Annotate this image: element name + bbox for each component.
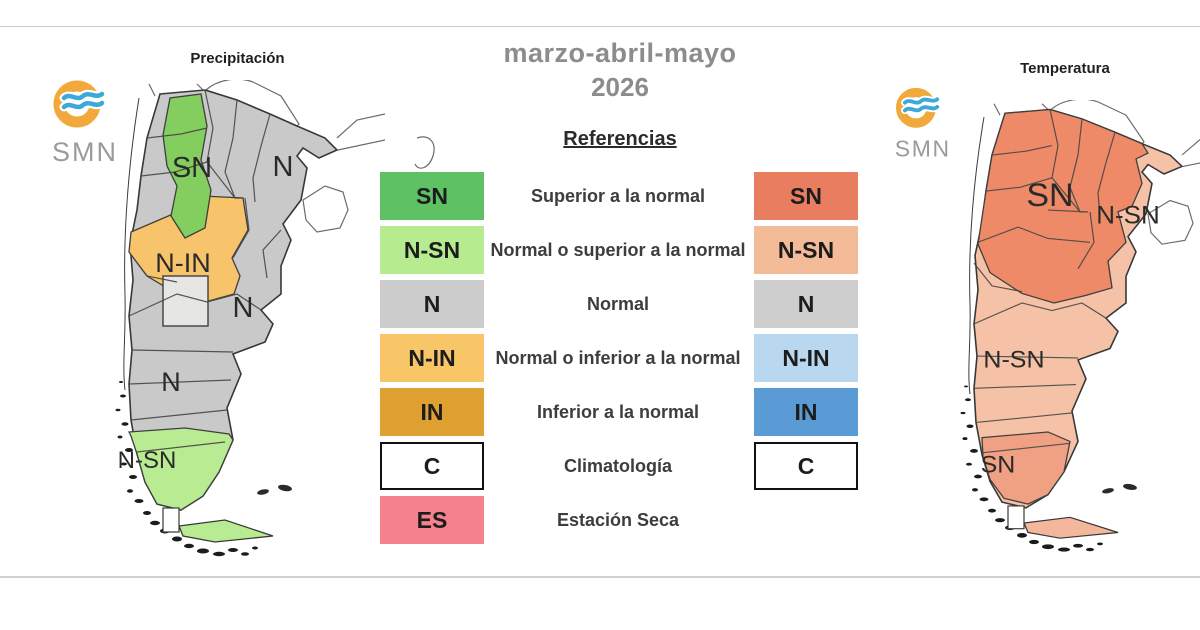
- map-label: N-SN: [983, 347, 1045, 374]
- legend-label: Normal: [586, 293, 649, 314]
- smn-logo-text: SMN: [894, 135, 951, 162]
- legend-swatch-temp-C: C: [754, 442, 858, 490]
- tierra-del-fuego: [179, 520, 273, 542]
- map-label: SN: [980, 452, 1016, 479]
- forecast-year: 2026: [591, 72, 649, 102]
- legend-label: Normal o inferior a la normal: [495, 347, 741, 368]
- map-label: N: [232, 292, 254, 324]
- map-label: N-SN: [117, 447, 177, 474]
- legend-swatch-temp-SN: SN: [754, 172, 858, 220]
- legend-swatch-temp-N: N: [754, 280, 858, 328]
- precipitation-legend-column: [380, 172, 484, 552]
- legend-swatch-precip-N-SN: N-SN: [380, 226, 484, 274]
- legend-swatch-precip-C: C: [380, 442, 484, 490]
- temperature-legend-column: [754, 172, 858, 552]
- legend-title: Referencias: [563, 128, 677, 150]
- legend-label: Climatología: [563, 455, 672, 476]
- legend-swatch-precip-N-IN: N-IN: [380, 334, 484, 382]
- tierra-del-fuego-border-box: [163, 508, 179, 532]
- legend-label: Superior a la normal: [530, 185, 706, 206]
- legend-swatch-precip-N: N: [380, 280, 484, 328]
- tierra-del-fuego-border-box: [1008, 506, 1024, 529]
- map-label: N-IN: [155, 248, 211, 278]
- legend-swatch-temp-IN: IN: [754, 388, 858, 436]
- top-divider: [0, 26, 1200, 27]
- legend-swatch-temp-N-IN: N-IN: [754, 334, 858, 382]
- legend-swatch-precip-IN: IN: [380, 388, 484, 436]
- map-label: SN: [1026, 178, 1074, 215]
- map-label: SN: [171, 152, 213, 184]
- legend-label: Estación Seca: [556, 509, 680, 530]
- tierra-del-fuego: [1024, 517, 1118, 538]
- legend-label: Normal o superior a la normal: [490, 239, 746, 260]
- malvinas-islands: [1102, 483, 1138, 494]
- temperature-map: [930, 100, 1200, 560]
- legend-swatch-precip-ES: ES: [380, 496, 484, 544]
- temperature-map-title: Temperatura: [1020, 60, 1110, 77]
- smn-logo-text: SMN: [52, 137, 118, 167]
- precipitation-map-title: Precipitación: [190, 50, 285, 67]
- legend-label: Inferior a la normal: [536, 401, 700, 422]
- legend-swatch-temp-N-SN: N-SN: [754, 226, 858, 274]
- map-label: N: [161, 367, 181, 397]
- forecast-period-title: marzo-abril-mayo: [503, 38, 737, 68]
- map-label: N: [272, 151, 294, 183]
- bottom-divider: [0, 576, 1200, 578]
- legend-swatch-precip-SN: SN: [380, 172, 484, 220]
- malvinas-islands: [257, 484, 293, 496]
- map-label: N-SN: [1096, 201, 1160, 230]
- legend-labels-column: [484, 172, 752, 552]
